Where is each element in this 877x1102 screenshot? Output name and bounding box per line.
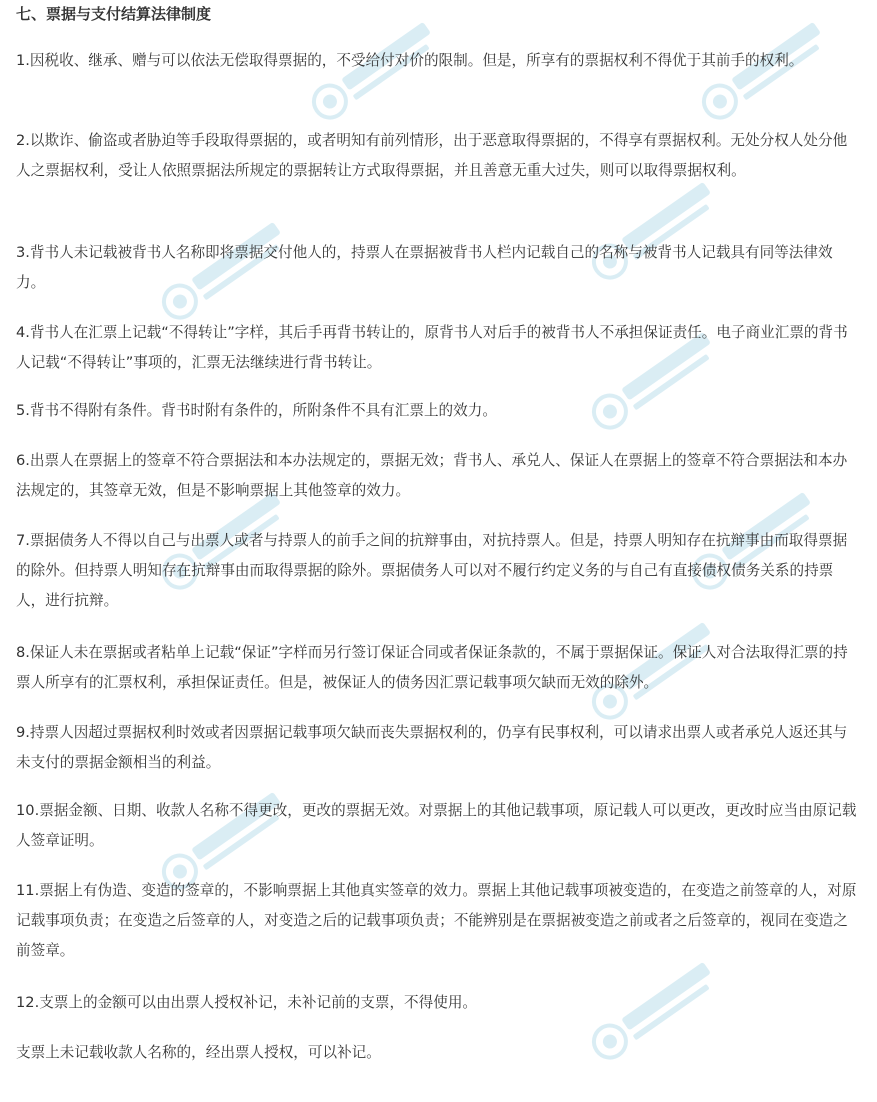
paragraph-2: 2.以欺诈、偷盗或者胁迫等手段取得票据的，或者明知有前列情形，出于恶意取得票据的，不得享有票据权利。无处分权人处分他人之票据权利，受让人依照票据法所规定的票据转让方式取得票据，并且善意无重大过失，则可以取得票据权利。 (16, 132, 848, 179)
paragraph-9: 9.持票人因超过票据权利时效或者因票据记载事项欠缺而丧失票据权利的，仍享有民事权利，可以请求出票人或者承兑人返还其与未支付的票据金额相当的利益。 (16, 724, 848, 771)
paragraph-1: 1.因税收、继承、赠与可以依法无偿取得票据的，不受给付对价的限制。但是，所享有的票据权利不得优于其前手的权利。 (16, 52, 804, 69)
paragraph-8: 8.保证人未在票据或者粘单上记载“保证”字样而另行签订保证合同或者保证条款的，不属于票据保证。保证人对合法取得汇票的持票人所享有的汇票权利，承担保证责任。但是，被保证人的债务因汇票记载事项欠缺而无效的除外。 (16, 644, 848, 691)
paragraph-11: 11.票据上有伪造、变造的签章的，不影响票据上其他真实签章的效力。票据上其他记载事项被变造的，在变造之前签章的人，对原记载事项负责；在变造之后签章的人，对变造之后的记载事项负责；不能辨别是在票据被变造之前或者之后签章的，视同在变造之前签章。 (16, 882, 857, 959)
paragraph-12: 12.支票上的金额可以由出票人授权补记，未补记前的支票，不得使用。 (16, 994, 478, 1011)
paragraph-4: 4.背书人在汇票上记载“不得转让”字样，其后手再背书转让的，原背书人对后手的被背书人不承担保证责任。电子商业汇票的背书人记载“不得转让”事项的，汇票无法继续进行背书转让。 (16, 324, 848, 371)
paragraph-5: 5.背书不得附有条件。背书时附有条件的，所附条件不具有汇票上的效力。 (16, 402, 497, 419)
section-title: 七、票据与支付结算法律制度 (16, 5, 212, 23)
paragraph-7: 7.票据债务人不得以自己与出票人或者与持票人的前手之间的抗辩事由，对抗持票人。但是，持票人明知存在抗辩事由而取得票据的除外。但持票人明知存在抗辩事由而取得票据的除外。票据债务人可以对不履行约定义务的与自己有直接债权债务关系的持票人，进行抗辩。 (16, 532, 848, 609)
paragraph-6: 6.出票人在票据上的签章不符合票据法和本办法规定的，票据无效；背书人、承兑人、保证人在票据上的签章不符合票据法和本办法规定的，其签章无效，但是不影响票据上其他签章的效力。 (16, 452, 848, 499)
paragraph-13: 支票上未记载收款人名称的，经出票人授权，可以补记。 (16, 1044, 381, 1061)
paragraph-3: 3.背书人未记载被背书人名称即将票据交付他人的，持票人在票据被背书人栏内记载自己的名称与被背书人记载具有同等法律效力。 (16, 244, 833, 291)
paragraph-10: 10.票据金额、日期、收款人名称不得更改，更改的票据无效。对票据上的其他记载事项，原记载人可以更改，更改时应当由原记载人签章证明。 (16, 802, 857, 849)
